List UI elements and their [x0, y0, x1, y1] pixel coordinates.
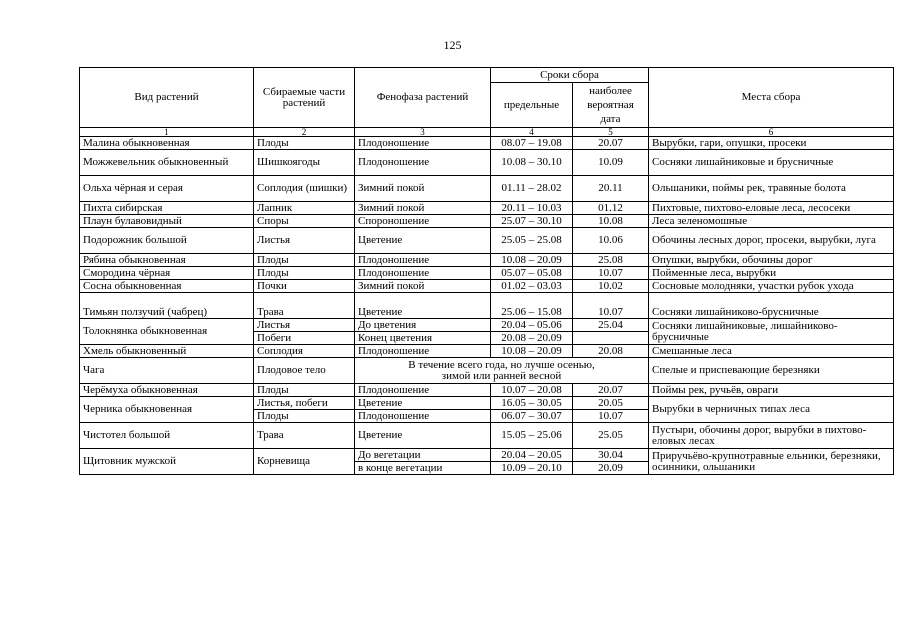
species-cell: Плаун булавовидный	[80, 215, 254, 228]
parts-cell: Листья	[254, 228, 355, 254]
table-row	[80, 345, 894, 358]
places-cell: Вырубки, гари, опушки, просеки	[649, 137, 894, 150]
date-cell: 10.06	[573, 228, 649, 254]
places-cell: Поймы рек, ручьёв, овраги	[649, 384, 894, 397]
species-cell: Сосна обыкновенная	[80, 280, 254, 293]
range-cell: 25.06 – 15.08	[491, 293, 573, 319]
species-cell: Можжевельник обыкновенный	[80, 150, 254, 176]
range-cell: 10.08 – 30.10	[491, 150, 573, 176]
parts-cell: Трава	[254, 293, 355, 319]
table-row	[80, 254, 894, 267]
species-cell: Подорожник большой	[80, 228, 254, 254]
date-cell: 20.07	[573, 137, 649, 150]
range-cell: 25.05 – 25.08	[491, 228, 573, 254]
places-cell: Приручьёво-крупнотравные ельники, березняки, осинники, ольшаники	[649, 449, 894, 475]
table-row	[80, 150, 894, 176]
table-row	[80, 358, 894, 384]
range-cell: 20.04 – 05.06	[491, 319, 573, 332]
header-species: Вид растений	[80, 68, 254, 128]
phase-cell: Плодоношение	[355, 254, 491, 267]
species-cell: Черника обыкновенная	[80, 397, 254, 423]
table-row	[80, 267, 894, 280]
phase-cell: Плодоношение	[355, 267, 491, 280]
species-cell: Черёмуха обыкновенная	[80, 384, 254, 397]
places-cell: Леса зеленомошные	[649, 215, 894, 228]
date-cell: 10.09	[573, 150, 649, 176]
table-row	[80, 228, 894, 254]
page-number: 125	[443, 38, 462, 52]
places-cell: Обочины лесных дорог, просеки, вырубки, луга	[649, 228, 894, 254]
column-number: 1	[80, 128, 254, 137]
parts-cell: Лапник	[254, 202, 355, 215]
header-likely: наиболее вероятная дата	[573, 83, 649, 128]
table-row	[80, 280, 894, 293]
parts-cell: Шишкоягоды	[254, 150, 355, 176]
range-cell: 10.08 – 20.09	[491, 345, 573, 358]
parts-cell: Плодовое тело	[254, 358, 355, 384]
range-cell: 20.11 – 10.03	[491, 202, 573, 215]
places-cell: Сосновые молодняки, участки рубок ухода	[649, 280, 894, 293]
parts-cell: Листья	[254, 319, 355, 332]
table-row	[80, 215, 894, 228]
column-number: 5	[573, 128, 649, 137]
date-cell: 25.04	[573, 319, 649, 332]
header-phase: Фенофаза растений	[355, 68, 491, 128]
table-row	[80, 319, 894, 332]
column-numbers-row	[80, 128, 894, 137]
table-row	[80, 397, 894, 410]
table-row	[80, 202, 894, 215]
range-cell: 20.08 – 20.09	[491, 332, 573, 345]
phase-cell: Зимний покой	[355, 202, 491, 215]
phase-cell: Плодоношение	[355, 150, 491, 176]
phase-cell: Зимний покой	[355, 280, 491, 293]
date-cell: 01.12	[573, 202, 649, 215]
range-cell: 10.09 – 20.10	[491, 462, 573, 475]
places-cell: Сосняки лишайниково-брусничные	[649, 293, 894, 319]
header-limits: предельные	[491, 83, 573, 128]
places-cell: Пихтовые, пихтово-еловые леса, лесосеки	[649, 202, 894, 215]
places-cell: Сосняки лишайниковые и брусничные	[649, 150, 894, 176]
places-cell: Сосняки лишайниковые, лишайниково-брусничные	[649, 319, 894, 345]
phase-cell: Конец цветения	[355, 332, 491, 345]
species-cell: Толокнянка обыкновенная	[80, 319, 254, 345]
date-cell: 20.11	[573, 176, 649, 202]
phase-cell: Цветение	[355, 397, 491, 410]
phase-cell: До вегетации	[355, 449, 491, 462]
range-cell: 06.07 – 30.07	[491, 410, 573, 423]
table-row	[80, 449, 894, 462]
range-cell: 01.02 – 03.03	[491, 280, 573, 293]
species-cell: Хмель обыкновенный	[80, 345, 254, 358]
date-cell: 10.08	[573, 215, 649, 228]
phase-cell: Плодоношение	[355, 137, 491, 150]
parts-cell: Плоды	[254, 254, 355, 267]
places-cell: Ольшаники, поймы рек, травяные болота	[649, 176, 894, 202]
parts-cell: Споры	[254, 215, 355, 228]
parts-cell: Плоды	[254, 410, 355, 423]
header-parts: Сбираемые части растений	[254, 68, 355, 128]
table-row	[80, 384, 894, 397]
date-cell: 20.07	[573, 384, 649, 397]
phase-cell: Цветение	[355, 423, 491, 449]
date-cell	[573, 332, 649, 345]
date-cell: 10.07	[573, 410, 649, 423]
places-cell: Пойменные леса, вырубки	[649, 267, 894, 280]
phase-cell: Цветение	[355, 228, 491, 254]
header-places: Места сбора	[649, 68, 894, 128]
range-cell: 10.07 – 20.08	[491, 384, 573, 397]
date-cell: 20.05	[573, 397, 649, 410]
date-cell: 25.05	[573, 423, 649, 449]
date-cell: 30.04	[573, 449, 649, 462]
species-cell: Тимьян ползучий (чабрец)	[80, 293, 254, 319]
range-cell: 15.05 – 25.06	[491, 423, 573, 449]
phase-cell: в конце вегетации	[355, 462, 491, 475]
range-cell: 16.05 – 30.05	[491, 397, 573, 410]
header-dates-group: Сроки сбора	[491, 68, 649, 83]
places-cell: Пустыри, обочины дорог, вырубки в пихтово-еловых лесах	[649, 423, 894, 449]
species-cell: Малина обыкновенная	[80, 137, 254, 150]
species-cell: Рябина обыкновенная	[80, 254, 254, 267]
table-row	[80, 137, 894, 150]
phase-cell: Зимний покой	[355, 176, 491, 202]
range-cell: 05.07 – 05.08	[491, 267, 573, 280]
parts-cell: Плоды	[254, 384, 355, 397]
date-cell: 20.08	[573, 345, 649, 358]
species-cell: Смородина чёрная	[80, 267, 254, 280]
table-row	[80, 423, 894, 449]
species-cell: Пихта сибирская	[80, 202, 254, 215]
phase-cell: Плодоношение	[355, 345, 491, 358]
parts-cell: Корневища	[254, 449, 355, 475]
table-row	[80, 293, 894, 319]
table-row	[80, 176, 894, 202]
places-cell: Вырубки в черничных типах леса	[649, 397, 894, 423]
harvest-table	[79, 67, 894, 475]
date-cell: 25.08	[573, 254, 649, 267]
date-cell: 10.02	[573, 280, 649, 293]
column-number: 2	[254, 128, 355, 137]
phase-cell: До цветения	[355, 319, 491, 332]
range-cell: 08.07 – 19.08	[491, 137, 573, 150]
parts-cell: Трава	[254, 423, 355, 449]
date-cell: 10.07	[573, 293, 649, 319]
column-number: 4	[491, 128, 573, 137]
species-cell: Ольха чёрная и серая	[80, 176, 254, 202]
range-cell: 25.07 – 30.10	[491, 215, 573, 228]
column-number: 3	[355, 128, 491, 137]
parts-cell: Плоды	[254, 267, 355, 280]
range-cell: 10.08 – 20.09	[491, 254, 573, 267]
phase-cell: Плодоношение	[355, 410, 491, 423]
parts-cell: Соплодия	[254, 345, 355, 358]
date-cell: 10.07	[573, 267, 649, 280]
places-cell: Спелые и приспевающие березняки	[649, 358, 894, 384]
period-cell: В течение всего года, но лучше осенью, зимой или ранней весной	[355, 358, 649, 384]
species-cell: Чага	[80, 358, 254, 384]
date-cell: 20.09	[573, 462, 649, 475]
species-cell: Чистотел большой	[80, 423, 254, 449]
parts-cell: Побеги	[254, 332, 355, 345]
phase-cell: Спороношение	[355, 215, 491, 228]
places-cell: Опушки, вырубки, обочины дорог	[649, 254, 894, 267]
column-number: 6	[649, 128, 894, 137]
species-cell: Щитовник мужской	[80, 449, 254, 475]
phase-cell: Цветение	[355, 293, 491, 319]
range-cell: 20.04 – 20.05	[491, 449, 573, 462]
parts-cell: Соплодия (шишки)	[254, 176, 355, 202]
phase-cell: Плодоношение	[355, 384, 491, 397]
places-cell: Смешанные леса	[649, 345, 894, 358]
parts-cell: Почки	[254, 280, 355, 293]
parts-cell: Плоды	[254, 137, 355, 150]
parts-cell: Листья, побеги	[254, 397, 355, 410]
range-cell: 01.11 – 28.02	[491, 176, 573, 202]
